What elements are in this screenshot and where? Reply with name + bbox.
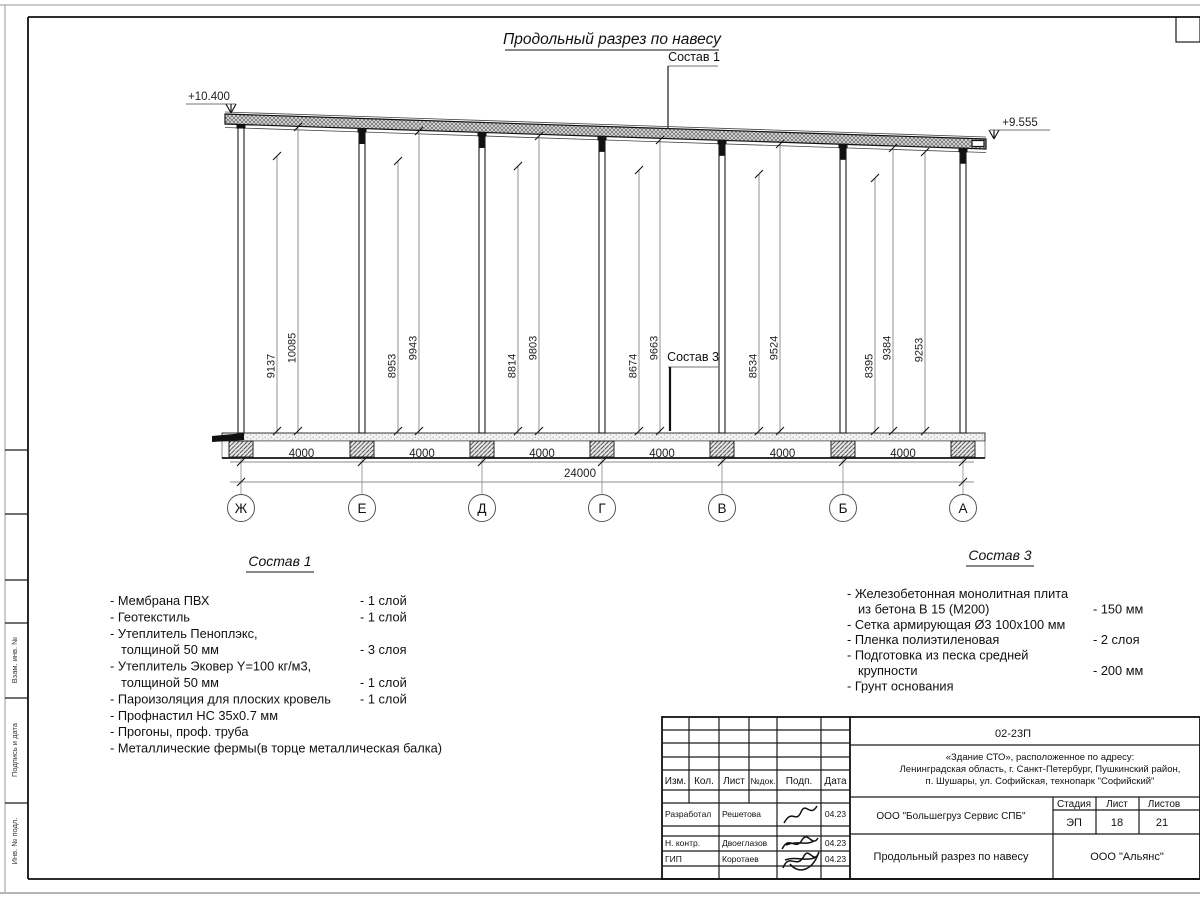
vertical-dim-value: 9803 [527, 335, 540, 361]
corner-stamp-box [1176, 17, 1200, 42]
sostav3-heading: Состав 3 [968, 547, 1032, 563]
material-line: - Геотекстиль [110, 609, 190, 625]
axis-letter: Ж [234, 501, 248, 516]
side-stamp-label: Подпись и дата [10, 723, 19, 777]
vertical-dim-value: 8534 [747, 353, 760, 379]
footing [831, 441, 855, 457]
side-stamp-label: Инв. № подл. [10, 817, 19, 865]
floor-callout-label: Состав 3 [667, 350, 719, 364]
vertical-dim-value: 9384 [881, 335, 894, 361]
axis-letter: В [717, 501, 727, 516]
material-qty: - 3 слоя [360, 642, 407, 658]
project-line: «Здание СТО», расположенное по адресу: [945, 752, 1135, 763]
material-line: из бетона В 15 (М200) [858, 601, 990, 617]
column-bearing [360, 132, 365, 144]
stamp-row-role: Н. контр. [665, 838, 701, 848]
roof-end-plate [972, 141, 984, 147]
column [599, 137, 605, 433]
sostav3-block [966, 547, 1034, 566]
material-line: - Железобетонная монолитная плита [847, 586, 1069, 601]
bay-dimension: 4000 [890, 448, 916, 460]
signature-1 [784, 806, 817, 823]
stamp-header-cell: №док. [750, 776, 776, 786]
stamp-sheet-title: Продольный разрез по навесу [873, 851, 1029, 863]
bay-dimension: 4000 [649, 448, 675, 460]
stamp-row-name: Двоеглазов [722, 838, 768, 848]
bay-dimension: 4000 [769, 448, 796, 460]
stage-label: Стадия [1056, 799, 1092, 810]
column [840, 145, 846, 433]
stamp-header-cells [665, 776, 847, 787]
material-qty: - 1 слой [360, 609, 407, 625]
vertical-dim-value: 8953 [386, 353, 399, 379]
material-line: крупности [858, 663, 918, 678]
column [719, 141, 725, 433]
vertical-dim-value: 9253 [913, 337, 926, 363]
project-line: Ленинградская область, г. Санкт-Петербург, Пушкинский район, [899, 764, 1181, 775]
sostav1-lines [110, 593, 442, 756]
stamp-header-cell: Дата [824, 776, 847, 787]
column-bearing [480, 136, 485, 148]
material-qty: - 2 слоя [1093, 632, 1140, 648]
axis-markers [228, 458, 977, 522]
column-cap [478, 132, 487, 137]
bay-dimension: 4000 [288, 448, 315, 460]
stamp-row-role: Разработал [665, 809, 712, 819]
vertical-dim-value: 9137 [265, 353, 278, 379]
stamp-row-date: 04.23 [824, 838, 847, 848]
vertical-dim-value: 10085 [286, 332, 299, 364]
column-bearing [600, 140, 605, 152]
axis-letter: Г [598, 501, 606, 516]
bay-dimension: 4000 [409, 448, 435, 460]
total-dimension: 24000 [564, 468, 596, 480]
drawing-title: Продольный разрез по навесу [503, 31, 721, 48]
sheet-value: 18 [1110, 817, 1124, 829]
column-cap [358, 128, 367, 133]
project-description [900, 752, 1181, 787]
material-line: - Утеплитель Пеноплэкс, [110, 625, 258, 641]
material-line: - Профнастил НС 35х0.7 мм [110, 707, 279, 723]
column-cap [839, 144, 848, 149]
column-cap [598, 136, 607, 141]
material-line: - Грунт основания [847, 678, 954, 694]
sostav3-lines [847, 586, 1143, 693]
column-bearing [961, 152, 966, 164]
company-contractor: ООО "Большегруз Сервис СПБ" [876, 811, 1026, 822]
sheet-label: Лист [1106, 799, 1128, 810]
elevation-right-value: +9.555 [1002, 117, 1038, 129]
columns [237, 124, 968, 433]
vertical-dim-value: 8674 [627, 353, 640, 379]
elevation-mark-left [186, 91, 236, 113]
axis-letter: Е [357, 501, 367, 516]
title-block [662, 717, 1200, 879]
vertical-dim-value: 9524 [768, 335, 781, 361]
stamp-header-cell: Лист [723, 776, 745, 787]
stamp-row-date: 04.23 [824, 809, 847, 819]
column [238, 126, 244, 433]
roof-callout-label: Состав 1 [668, 50, 720, 64]
side-stamp [5, 450, 28, 864]
footing [350, 441, 374, 457]
doc-number: 02-23П [994, 728, 1032, 740]
sostav1-heading: Состав 1 [248, 553, 312, 569]
project-line: п. Шушары, ул. Софийская, технопарк "Софийский" [925, 776, 1155, 787]
axis-letter: Д [477, 501, 487, 516]
material-qty: - 1 слой [360, 691, 407, 707]
sheets-value: 21 [1155, 817, 1169, 829]
material-qty: - 200 мм [1093, 663, 1144, 678]
stamp-row-name: Решетова [722, 809, 761, 819]
footing [590, 441, 614, 457]
material-line: - Подготовка из песка средней [847, 647, 1029, 663]
column [479, 133, 485, 433]
stamp-row-date: 04.23 [824, 854, 847, 864]
material-line: толщиной 50 мм [121, 675, 219, 690]
footing [470, 441, 494, 457]
vertical-dim-value: 8814 [506, 353, 519, 379]
stamp-header-cell: Изм. [664, 776, 687, 787]
section-drawing [186, 31, 1050, 482]
material-line: толщиной 50 мм [121, 642, 219, 658]
stamp-row-name: Коротаев [722, 854, 759, 864]
column [960, 149, 966, 433]
elevation-mark-right [989, 117, 1050, 139]
column-cap [959, 148, 968, 153]
material-qty: - 1 слой [360, 675, 407, 690]
material-line: - Металлические фермы(в торце металлическая балка) [110, 740, 442, 756]
material-line: - Сетка армирующая Ø3 100х100 мм [847, 616, 1066, 632]
material-line: - Утеплитель Эковер Y=100 кг/м3, [110, 658, 312, 674]
signatures [782, 806, 819, 870]
column [359, 130, 365, 433]
material-qty: - 1 слой [360, 593, 407, 608]
vertical-dim-value: 9663 [648, 335, 661, 361]
stamp-header-cell: Подп. [785, 776, 813, 787]
company-client: ООО "Альянс" [1090, 851, 1164, 863]
column-bearing [841, 148, 846, 160]
stamp-row-role: ГИП [665, 854, 682, 864]
material-line: - Пленка полиэтиленовая [847, 632, 1000, 648]
stamp-header-cell: Кол. [694, 776, 714, 787]
stage-value: ЭП [1066, 817, 1082, 829]
column-cap [718, 140, 727, 145]
sheets-label: Листов [1147, 799, 1181, 810]
side-stamp-label: Взам. инв. № [10, 636, 19, 684]
material-line: - Пароизоляция для плоских кровель [110, 691, 331, 707]
axis-letter: А [958, 501, 968, 516]
material-qty: - 150 мм [1093, 601, 1144, 617]
footing [710, 441, 734, 457]
material-line: - Мембрана ПВХ [110, 593, 210, 608]
sostav1-block [246, 553, 314, 572]
footing [951, 441, 975, 457]
material-line: - Прогоны, проф. труба [110, 724, 249, 740]
vertical-dim-value: 8395 [863, 353, 876, 379]
axis-letter: Б [838, 501, 848, 516]
column-cap [237, 124, 246, 129]
footing [229, 441, 253, 457]
vertical-dim-value: 9943 [407, 335, 420, 361]
elevation-left-value: +10.400 [188, 91, 230, 103]
column-bearing [720, 144, 725, 156]
signature-2 [782, 837, 818, 849]
signature-3 [783, 852, 819, 870]
bay-dimension: 4000 [529, 448, 555, 460]
